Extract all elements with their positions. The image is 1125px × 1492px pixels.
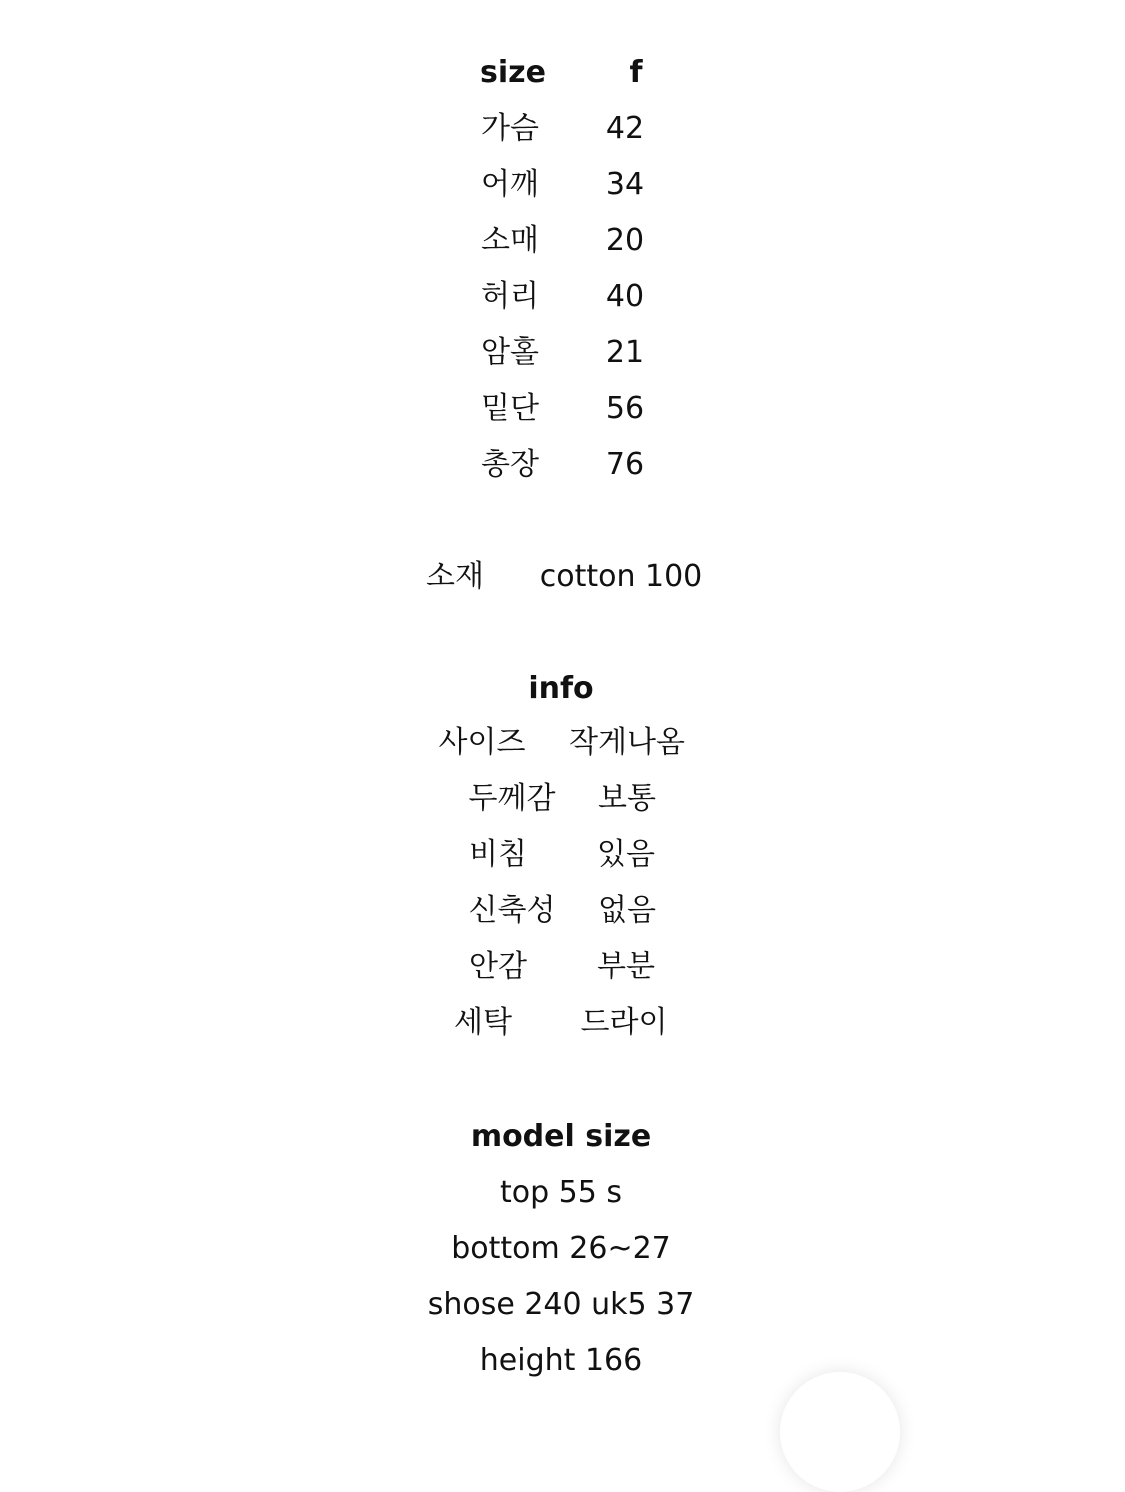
material-label: 소재 [426,559,484,594]
material-value: cotton 100 [539,559,703,594]
info-row-value: 보통 [598,781,656,816]
model-size-line: top 55 s [499,1175,623,1210]
size-row-label: 밑단 [481,391,539,426]
info-row-value: 없음 [598,893,656,928]
size-row-value: 21 [605,335,645,370]
info-title: info [528,671,594,706]
size-row-label: 총장 [481,447,539,482]
size-header-value: f [629,55,643,90]
info-row-value: 작게나옴 [569,725,685,760]
size-row-label: 암홀 [481,335,539,370]
size-row-value: 56 [605,391,645,426]
size-row-value: 40 [605,279,645,314]
size-row-label: 허리 [481,279,539,314]
floating-round-button[interactable] [780,1372,900,1492]
model-size-title: model size [470,1119,652,1154]
info-row-value: 드라이 [580,1005,668,1040]
model-size-line: height 166 [479,1343,643,1378]
size-row-value: 34 [605,167,645,202]
info-row-value: 부분 [597,949,655,984]
size-row-value: 20 [605,223,645,258]
info-row-label: 세탁 [454,1005,512,1040]
size-row-value: 42 [605,111,645,146]
info-row-label: 사이즈 [438,725,526,760]
info-row-label: 두께감 [468,781,556,816]
info-row-label: 비침 [469,837,527,872]
size-row-label: 가슴 [481,111,539,146]
size-row-label: 어깨 [481,167,539,202]
size-row-label: 소매 [481,223,539,258]
model-size-line: bottom 26~27 [451,1231,671,1266]
info-row-label: 안감 [469,949,527,984]
info-row-value: 있음 [597,837,655,872]
model-size-line: shose 240 uk5 37 [427,1287,695,1322]
info-row-label: 신축성 [468,893,556,928]
size-row-value: 76 [605,447,645,482]
size-header-label: size [480,55,546,90]
